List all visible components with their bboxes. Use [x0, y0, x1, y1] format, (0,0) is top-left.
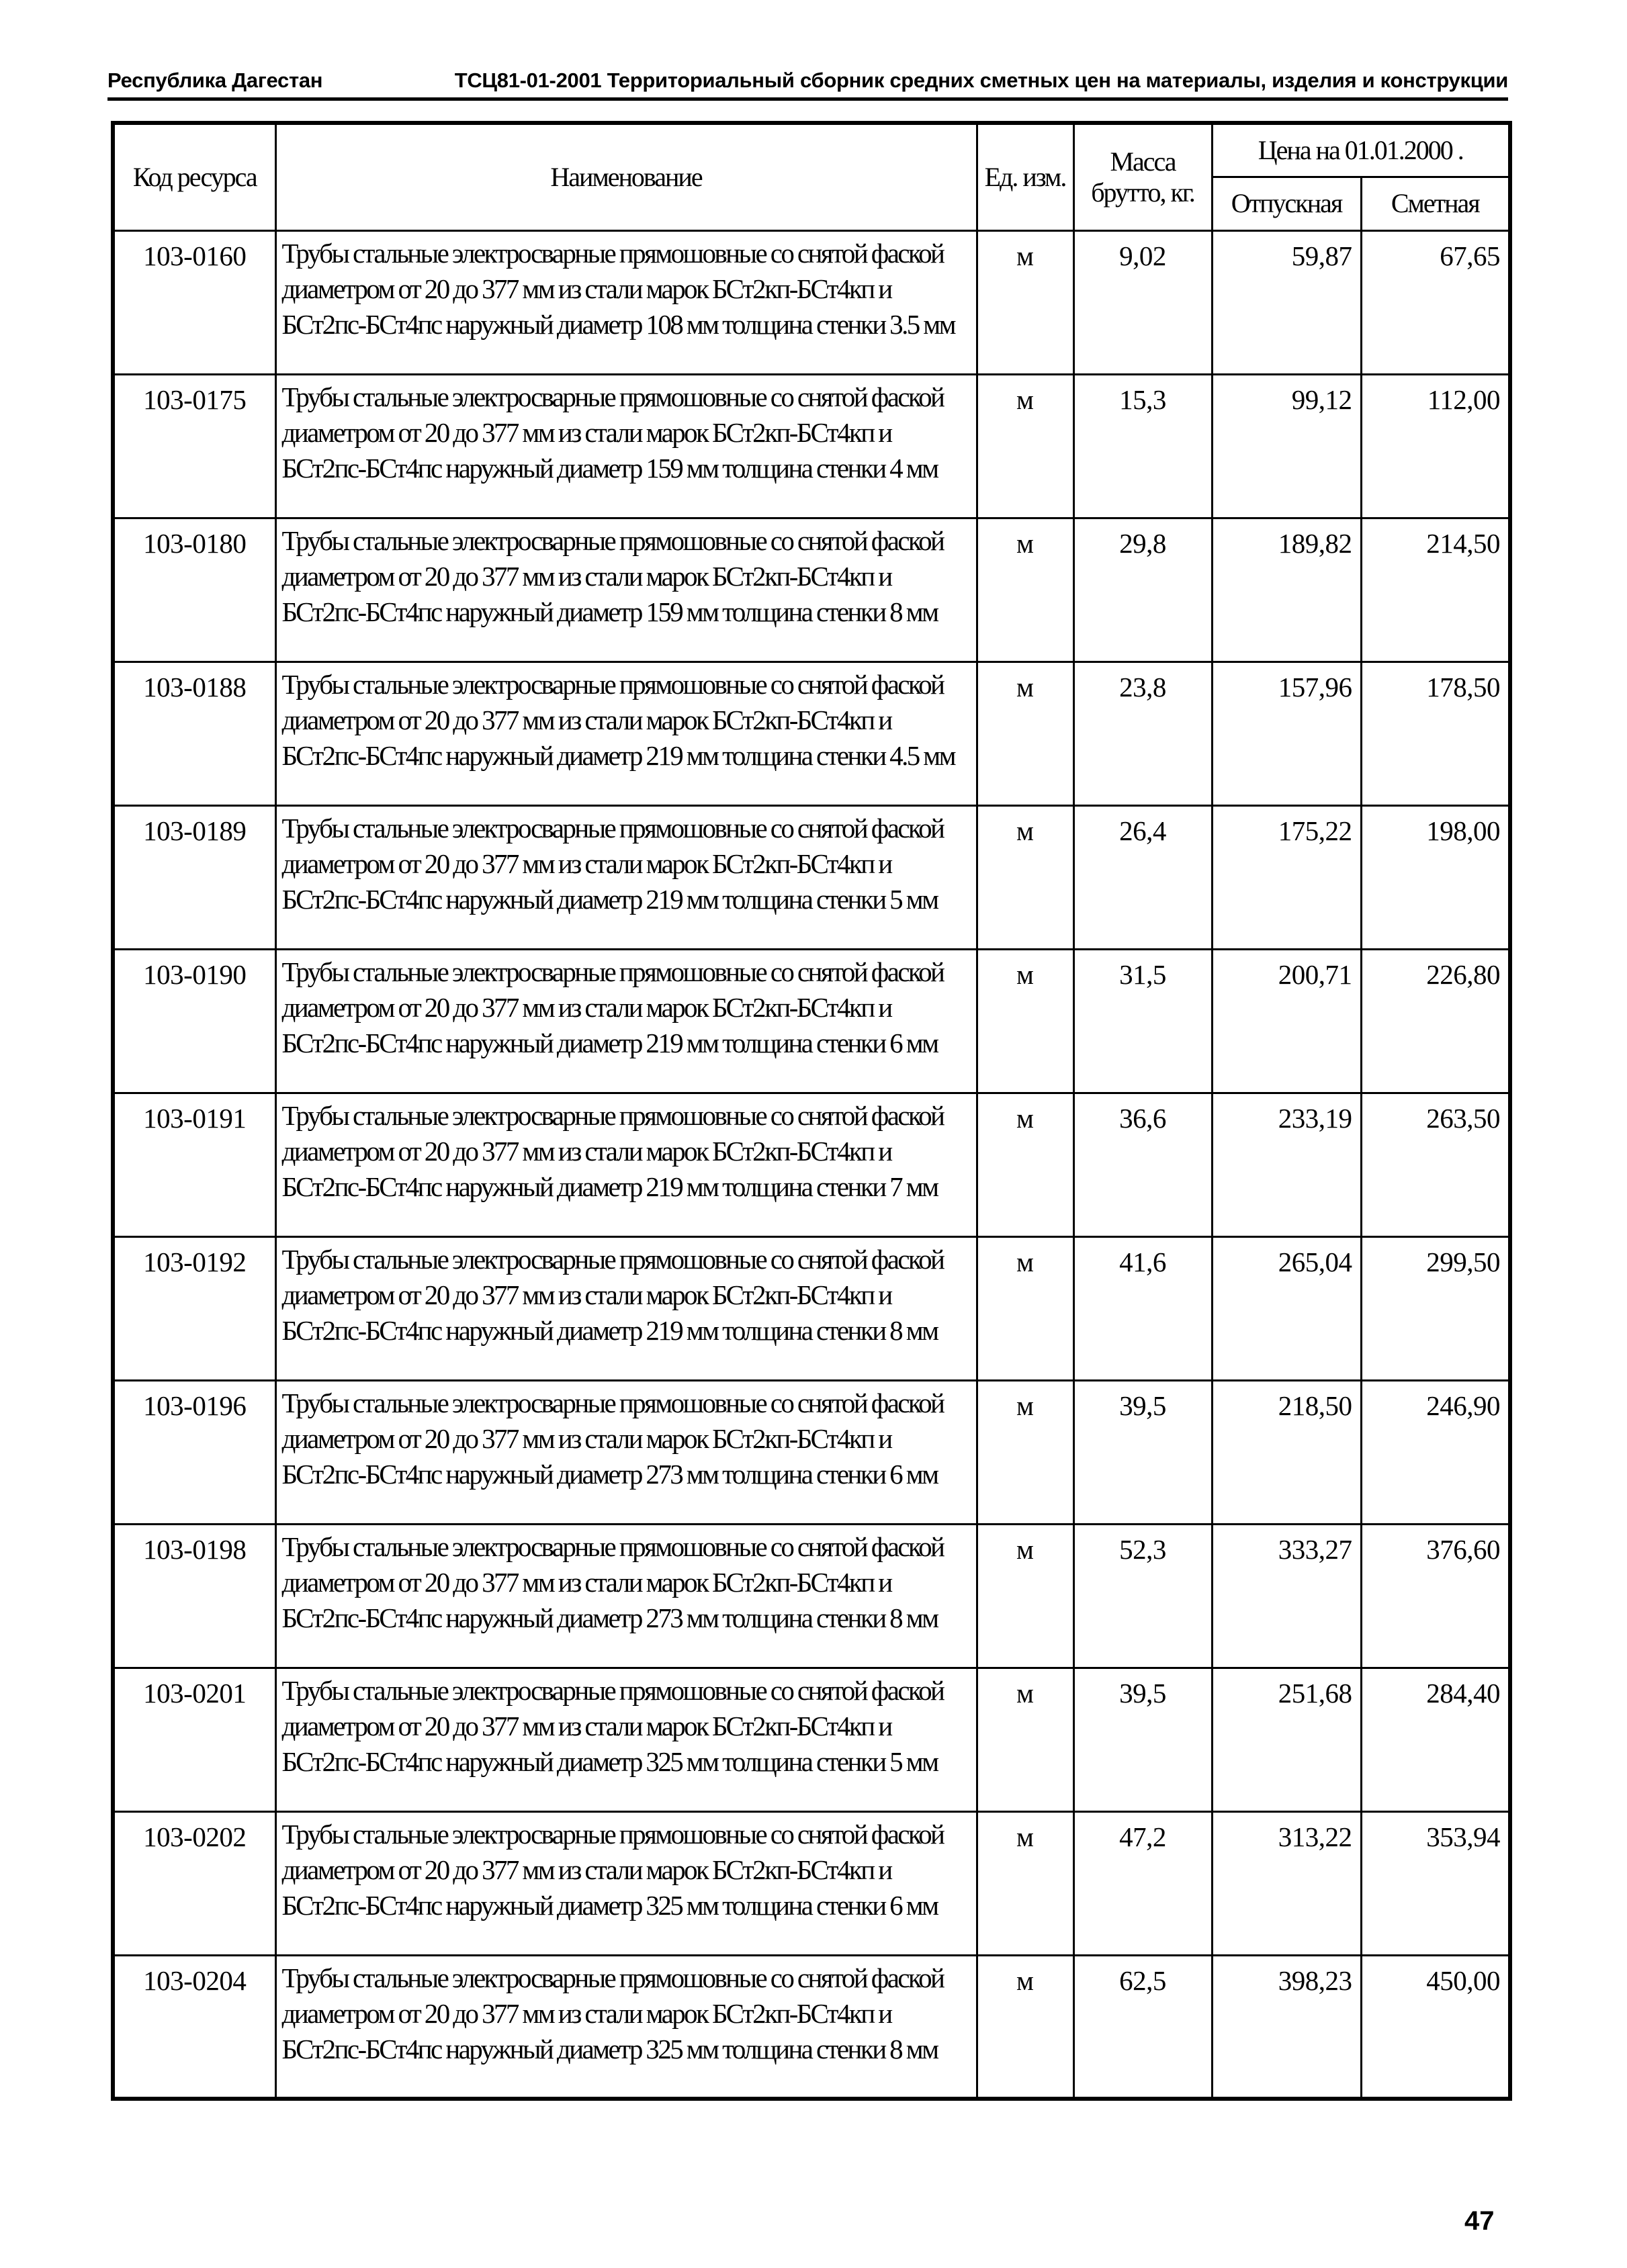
header-release-price: Отпускная — [1212, 177, 1361, 230]
cell-estimate-price: 263,50 — [1361, 1093, 1510, 1236]
cell-name: Трубы стальные электросварные прямошовные со снятой фаской диаметром от 20 до 377 мм из стали марок БСт2кп-БСт4кп и БСт2пс-БСт4пс наружный диаметр 159 мм толщина стенки 8 мм — [275, 518, 977, 662]
cell-unit: м — [977, 1380, 1073, 1524]
header-title: ТСЦ81-01-2001 Территориальный сборник средних сметных цен на материалы, изделия и конструкции — [454, 69, 1508, 92]
header-region: Республика Дагестан — [107, 69, 323, 92]
cell-mass: 39,5 — [1073, 1380, 1212, 1524]
cell-code: 103-0192 — [113, 1236, 275, 1380]
cell-release-price: 175,22 — [1212, 805, 1361, 949]
cell-code: 103-0190 — [113, 949, 275, 1093]
cell-release-price: 189,82 — [1212, 518, 1361, 662]
cell-name: Трубы стальные электросварные прямошовные со снятой фаской диаметром от 20 до 377 мм из стали марок БСт2кп-БСт4кп и БСт2пс-БСт4пс наружный диаметр 325 мм толщина стенки 8 мм — [275, 1955, 977, 2099]
cell-unit: м — [977, 805, 1073, 949]
cell-code: 103-0198 — [113, 1524, 275, 1668]
cell-release-price: 313,22 — [1212, 1811, 1361, 1955]
cell-mass: 29,8 — [1073, 518, 1212, 662]
cell-unit: м — [977, 518, 1073, 662]
cell-estimate-price: 178,50 — [1361, 662, 1510, 805]
cell-code: 103-0175 — [113, 374, 275, 518]
table-row — [113, 949, 1510, 1093]
cell-unit: м — [977, 1524, 1073, 1668]
cell-name: Трубы стальные электросварные прямошовные со снятой фаской диаметром от 20 до 377 мм из стали марок БСт2кп-БСт4кп и БСт2пс-БСт4пс наружный диаметр 325 мм толщина стенки 5 мм — [275, 1668, 977, 1811]
cell-release-price: 218,50 — [1212, 1380, 1361, 1524]
cell-code: 103-0160 — [113, 230, 275, 374]
header-divider — [107, 97, 1508, 101]
header-estimate-price: Сметная — [1361, 177, 1510, 230]
cell-mass: 23,8 — [1073, 662, 1212, 805]
cell-estimate-price: 246,90 — [1361, 1380, 1510, 1524]
cell-name: Трубы стальные электросварные прямошовные со снятой фаской диаметром от 20 до 377 мм из стали марок БСт2кп-БСт4кп и БСт2пс-БСт4пс наружный диаметр 108 мм толщина стенки 3.5 мм — [275, 230, 977, 374]
table-row — [113, 1093, 1510, 1236]
header-mass: Масса брутто, кг. — [1073, 123, 1212, 230]
cell-release-price: 200,71 — [1212, 949, 1361, 1093]
table-body — [113, 230, 1510, 2099]
cell-estimate-price: 198,00 — [1361, 805, 1510, 949]
cell-release-price: 333,27 — [1212, 1524, 1361, 1668]
cell-mass: 26,4 — [1073, 805, 1212, 949]
price-table — [111, 121, 1512, 2101]
cell-release-price: 99,12 — [1212, 374, 1361, 518]
cell-code: 103-0191 — [113, 1093, 275, 1236]
cell-estimate-price: 299,50 — [1361, 1236, 1510, 1380]
cell-name: Трубы стальные электросварные прямошовные со снятой фаской диаметром от 20 до 377 мм из стали марок БСт2кп-БСт4кп и БСт2пс-БСт4пс наружный диаметр 219 мм толщина стенки 4.5 мм — [275, 662, 977, 805]
header-price-group: Цена на 01.01.2000 . — [1212, 123, 1510, 177]
cell-name: Трубы стальные электросварные прямошовные со снятой фаской диаметром от 20 до 377 мм из стали марок БСт2кп-БСт4кп и БСт2пс-БСт4пс наружный диаметр 219 мм толщина стенки 7 мм — [275, 1093, 977, 1236]
cell-unit: м — [977, 230, 1073, 374]
table-row — [113, 1955, 1510, 2099]
cell-mass: 9,02 — [1073, 230, 1212, 374]
cell-release-price: 398,23 — [1212, 1955, 1361, 2099]
cell-name: Трубы стальные электросварные прямошовные со снятой фаской диаметром от 20 до 377 мм из стали марок БСт2кп-БСт4кп и БСт2пс-БСт4пс наружный диаметр 159 мм толщина стенки 4 мм — [275, 374, 977, 518]
cell-mass: 47,2 — [1073, 1811, 1212, 1955]
table-row — [113, 518, 1510, 662]
cell-name: Трубы стальные электросварные прямошовные со снятой фаской диаметром от 20 до 377 мм из стали марок БСт2кп-БСт4кп и БСт2пс-БСт4пс наружный диаметр 219 мм толщина стенки 8 мм — [275, 1236, 977, 1380]
cell-code: 103-0180 — [113, 518, 275, 662]
cell-mass: 31,5 — [1073, 949, 1212, 1093]
cell-release-price: 265,04 — [1212, 1236, 1361, 1380]
cell-mass: 36,6 — [1073, 1093, 1212, 1236]
cell-code: 103-0189 — [113, 805, 275, 949]
cell-estimate-price: 450,00 — [1361, 1955, 1510, 2099]
cell-mass: 39,5 — [1073, 1668, 1212, 1811]
table-row — [113, 374, 1510, 518]
cell-estimate-price: 353,94 — [1361, 1811, 1510, 1955]
table-row — [113, 230, 1510, 374]
cell-unit: м — [977, 374, 1073, 518]
page-number: 47 — [1464, 2206, 1495, 2236]
cell-code: 103-0202 — [113, 1811, 275, 1955]
cell-code: 103-0188 — [113, 662, 275, 805]
cell-name: Трубы стальные электросварные прямошовные со снятой фаской диаметром от 20 до 377 мм из стали марок БСт2кп-БСт4кп и БСт2пс-БСт4пс наружный диаметр 325 мм толщина стенки 6 мм — [275, 1811, 977, 1955]
cell-unit: м — [977, 949, 1073, 1093]
cell-code: 103-0204 — [113, 1955, 275, 2099]
page-header — [107, 52, 1508, 93]
cell-unit: м — [977, 1668, 1073, 1811]
cell-release-price: 157,96 — [1212, 662, 1361, 805]
cell-mass: 62,5 — [1073, 1955, 1212, 2099]
table-row — [113, 1380, 1510, 1524]
cell-estimate-price: 226,80 — [1361, 949, 1510, 1093]
table-row — [113, 1236, 1510, 1380]
cell-unit: м — [977, 1093, 1073, 1236]
cell-estimate-price: 214,50 — [1361, 518, 1510, 662]
cell-name: Трубы стальные электросварные прямошовные со снятой фаской диаметром от 20 до 377 мм из стали марок БСт2кп-БСт4кп и БСт2пс-БСт4пс наружный диаметр 219 мм толщина стенки 6 мм — [275, 949, 977, 1093]
cell-mass: 41,6 — [1073, 1236, 1212, 1380]
cell-name: Трубы стальные электросварные прямошовные со снятой фаской диаметром от 20 до 377 мм из стали марок БСт2кп-БСт4кп и БСт2пс-БСт4пс наружный диаметр 219 мм толщина стенки 5 мм — [275, 805, 977, 949]
cell-release-price: 59,87 — [1212, 230, 1361, 374]
cell-code: 103-0196 — [113, 1380, 275, 1524]
cell-unit: м — [977, 662, 1073, 805]
cell-unit: м — [977, 1811, 1073, 1955]
table-row — [113, 1811, 1510, 1955]
table-row — [113, 1524, 1510, 1668]
table-row — [113, 805, 1510, 949]
cell-name: Трубы стальные электросварные прямошовные со снятой фаской диаметром от 20 до 377 мм из стали марок БСт2кп-БСт4кп и БСт2пс-БСт4пс наружный диаметр 273 мм толщина стенки 6 мм — [275, 1380, 977, 1524]
table-row — [113, 662, 1510, 805]
cell-release-price: 233,19 — [1212, 1093, 1361, 1236]
cell-mass: 15,3 — [1073, 374, 1212, 518]
cell-unit: м — [977, 1236, 1073, 1380]
cell-code: 103-0201 — [113, 1668, 275, 1811]
cell-release-price: 251,68 — [1212, 1668, 1361, 1811]
cell-estimate-price: 112,00 — [1361, 374, 1510, 518]
header-code: Код ресурса — [113, 123, 275, 230]
cell-mass: 52,3 — [1073, 1524, 1212, 1668]
header-name: Наименование — [275, 123, 977, 230]
header-unit: Ед. изм. — [977, 123, 1073, 230]
cell-name: Трубы стальные электросварные прямошовные со снятой фаской диаметром от 20 до 377 мм из стали марок БСт2кп-БСт4кп и БСт2пс-БСт4пс наружный диаметр 273 мм толщина стенки 8 мм — [275, 1524, 977, 1668]
cell-estimate-price: 376,60 — [1361, 1524, 1510, 1668]
cell-estimate-price: 67,65 — [1361, 230, 1510, 374]
table-row — [113, 1668, 1510, 1811]
cell-estimate-price: 284,40 — [1361, 1668, 1510, 1811]
cell-unit: м — [977, 1955, 1073, 2099]
